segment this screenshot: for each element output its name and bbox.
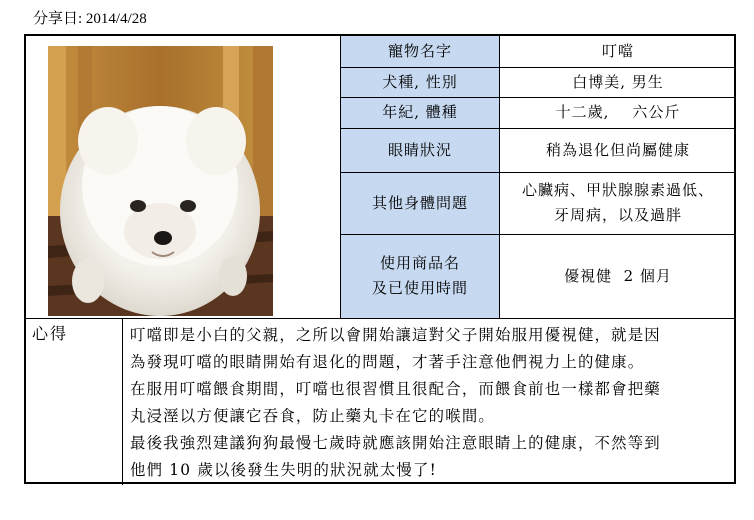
info-row-product-usage: [341, 234, 736, 318]
value-product-usage: 優視健 2 個月: [500, 234, 737, 318]
label-pet-name: 寵物名字: [341, 36, 500, 67]
photo-cell: [26, 36, 341, 318]
product-usage-label-line-1: 使用商品名: [379, 254, 460, 272]
other-health-line-2: 牙周病，以及過胖: [553, 206, 682, 224]
value-age-weight: 十二歲, 六公斤: [500, 97, 737, 128]
notes-line: 叮噹即是小白的父親，之所以會開始讓這對父子開始服用優視健，就是因: [130, 326, 661, 344]
notes-row: [26, 318, 736, 485]
notes-line: 最後我強烈建議狗狗最慢七歲時就應該開始注意眼睛上的健康，不然等到: [130, 434, 661, 452]
value-pet-name: 叮噹: [500, 36, 737, 67]
notes-line: 他們 10 歲以後發生失明的狀況就太慢了!: [130, 461, 438, 479]
pet-info-table: [341, 36, 736, 319]
share-date: 分享日: 2014/4/28: [33, 11, 147, 27]
label-other-health: 其他身體問題: [341, 172, 500, 234]
info-row-eye-condition: [341, 128, 736, 172]
info-row-age-weight: [341, 97, 736, 128]
notes-line: 在服用叮噹餵食期間，叮噹也很習慣且很配合，而餵食前也一樣都會把藥: [130, 380, 661, 398]
notes-line: 為發現叮噹的眼睛開始有退化的問題，才著手注意他們視力上的健康。: [130, 353, 645, 371]
label-product-usage: [341, 234, 500, 318]
info-row-breed-gender: [341, 67, 736, 97]
label-age-weight: 年紀, 體種: [341, 97, 500, 128]
value-other-health: [500, 172, 737, 234]
dog-photo-icon: [48, 46, 273, 316]
label-breed-gender: 犬種, 性別: [341, 67, 500, 97]
white-pomeranian-dog-photo: [48, 46, 273, 316]
notes-label: 心得: [26, 319, 123, 485]
value-breed-gender: 白博美, 男生: [500, 67, 737, 97]
info-row-other-health: [341, 172, 736, 234]
product-usage-label-line-2: 及已使用時間: [371, 279, 468, 297]
notes-text: [130, 322, 730, 484]
info-row-pet-name: [341, 36, 736, 67]
notes-line: 丸浸溼以方便讓它吞食，防止藥丸卡在它的喉間。: [130, 407, 495, 425]
other-health-line-1: 心臟病、甲狀腺腺素過低、: [521, 181, 714, 199]
label-eye-condition: 眼睛狀況: [341, 128, 500, 172]
value-eye-condition: 稍為退化但尚屬健康: [500, 128, 737, 172]
pet-report-table: [24, 34, 736, 484]
